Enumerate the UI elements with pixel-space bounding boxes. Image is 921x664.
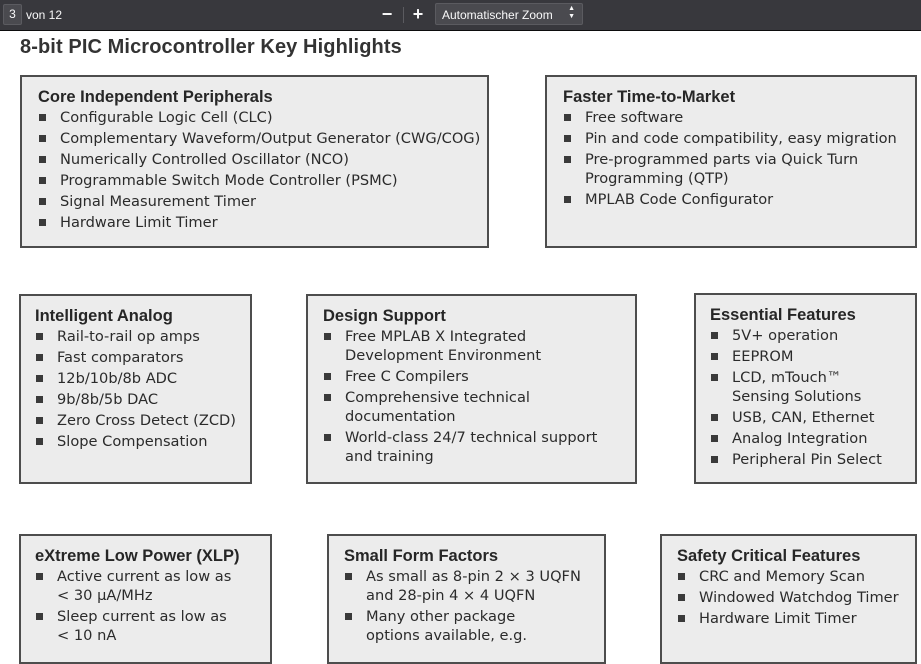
zoom-in-button[interactable]: + [412, 4, 424, 24]
list-item [710, 326, 915, 345]
list-item-text: Complementary Waveform/Output Generator (CWG/COG) [60, 130, 481, 147]
list-item [323, 428, 635, 466]
list-item-text: documentation [345, 408, 456, 425]
list-item [710, 368, 915, 406]
square-bullet-icon [345, 573, 352, 580]
square-bullet-icon [36, 333, 43, 340]
list-item [38, 213, 487, 232]
box-heading: Small Form Factors [344, 547, 499, 565]
list-item [323, 327, 635, 365]
list-item [677, 609, 915, 628]
list-item [38, 192, 487, 211]
square-bullet-icon [36, 613, 43, 620]
list-item-text: Windowed Watchdog Timer [699, 589, 899, 606]
zoom-select-value: Automatischer Zoom [442, 8, 553, 22]
list-item [38, 129, 487, 148]
feature-list [677, 567, 915, 628]
list-item [563, 190, 915, 209]
page-title: 8-bit PIC Microcontroller Key Highlights [20, 36, 402, 58]
list-item [563, 108, 915, 127]
extreme-low-power-box [19, 534, 272, 664]
list-item-text: CRC and Memory Scan [699, 568, 865, 585]
list-item-text: World-class 24/7 technical support [345, 429, 598, 446]
list-item-text: Analog Integration [732, 430, 868, 447]
box-heading: Essential Features [710, 306, 856, 324]
list-item [35, 607, 270, 645]
square-bullet-icon [564, 114, 571, 121]
design-support-box [306, 294, 637, 484]
list-item-text: Zero Cross Detect (ZCD) [57, 412, 236, 429]
feature-list [710, 326, 915, 469]
list-item-text: USB, CAN, Ethernet [732, 409, 875, 426]
list-item [710, 450, 915, 469]
list-item-text: 5V+ operation [732, 327, 839, 344]
square-bullet-icon [36, 438, 43, 445]
list-item-text: Programmable Switch Mode Controller (PSMC) [60, 172, 398, 189]
essential-features-box [694, 293, 917, 484]
feature-list [323, 327, 635, 466]
box-heading: Design Support [323, 307, 446, 325]
square-bullet-icon [345, 613, 352, 620]
square-bullet-icon [678, 594, 685, 601]
square-bullet-icon [711, 353, 718, 360]
list-item-text: Free MPLAB X Integrated [345, 328, 527, 345]
list-item [344, 567, 604, 605]
list-item [344, 607, 604, 645]
feature-list [563, 108, 915, 209]
list-item-text: Development Environment [345, 347, 542, 364]
list-item-text: Fast comparators [57, 349, 184, 366]
zoom-select[interactable] [435, 3, 583, 25]
list-item-text: Hardware Limit Timer [699, 610, 857, 627]
square-bullet-icon [39, 114, 46, 121]
square-bullet-icon [39, 135, 46, 142]
list-item-text: Signal Measurement Timer [60, 193, 257, 210]
list-item-text: < 10 nA [57, 627, 117, 644]
page-count-label: von 12 [26, 8, 63, 22]
list-item [710, 347, 915, 366]
list-item-text: LCD, mTouch™ [732, 369, 842, 386]
box-heading: Faster Time-to-Market [563, 88, 736, 106]
list-item-text: Numerically Controlled Oscillator (NCO) [60, 151, 349, 168]
select-arrows-icon: ▲ ▼ [568, 5, 575, 20]
square-bullet-icon [36, 375, 43, 382]
square-bullet-icon [324, 373, 331, 380]
square-bullet-icon [36, 417, 43, 424]
square-bullet-icon [324, 394, 331, 401]
list-item [35, 348, 250, 367]
square-bullet-icon [678, 573, 685, 580]
list-item [38, 171, 487, 190]
page-number-input[interactable]: 3 [3, 4, 22, 25]
safety-critical-features-box [660, 534, 917, 664]
list-item-text: Pre-programmed parts via Quick Turn [585, 151, 859, 168]
list-item [35, 567, 270, 605]
square-bullet-icon [564, 156, 571, 163]
list-item [38, 150, 487, 169]
square-bullet-icon [324, 434, 331, 441]
list-item [677, 588, 915, 607]
list-item [35, 411, 250, 430]
feature-list [38, 108, 487, 232]
list-item [35, 369, 250, 388]
list-item-text: options available, e.g. [366, 627, 528, 644]
zoom-out-button[interactable]: − [381, 4, 393, 24]
list-item-text: Configurable Logic Cell (CLC) [60, 109, 273, 126]
square-bullet-icon [36, 396, 43, 403]
list-item-text: As small as 8-pin 2 × 3 UQFN [366, 568, 581, 585]
feature-list [344, 567, 604, 645]
square-bullet-icon [39, 156, 46, 163]
square-bullet-icon [324, 333, 331, 340]
square-bullet-icon [711, 435, 718, 442]
small-form-factors-box [327, 534, 606, 664]
list-item [710, 429, 915, 448]
list-item-text: Pin and code compatibility, easy migration [585, 130, 897, 147]
square-bullet-icon [711, 374, 718, 381]
pdf-toolbar [0, 0, 921, 31]
square-bullet-icon [711, 332, 718, 339]
square-bullet-icon [39, 177, 46, 184]
list-item-text: and training [345, 448, 434, 465]
list-item-text: Sensing Solutions [732, 388, 862, 405]
square-bullet-icon [564, 135, 571, 142]
square-bullet-icon [564, 196, 571, 203]
list-item-text: Peripheral Pin Select [732, 451, 882, 468]
core-independent-peripherals-box [20, 75, 489, 248]
list-item [35, 432, 250, 451]
list-item-text: MPLAB Code Configurator [585, 191, 774, 208]
list-item-text: 9b/8b/5b DAC [57, 391, 159, 408]
square-bullet-icon [678, 615, 685, 622]
list-item [35, 327, 250, 346]
list-item-text: Slope Compensation [57, 433, 208, 450]
square-bullet-icon [39, 198, 46, 205]
list-item-text: EEPROM [732, 348, 794, 365]
list-item [677, 567, 915, 586]
list-item-text: Hardware Limit Timer [60, 214, 218, 231]
list-item-text: Active current as low as [57, 568, 232, 585]
list-item [710, 408, 915, 427]
list-item-text: < 30 µA/MHz [57, 587, 153, 604]
list-item-text: Sleep current as low as [57, 608, 227, 625]
list-item-text: Free C Compilers [345, 368, 469, 385]
feature-list [35, 327, 250, 451]
box-heading: Safety Critical Features [677, 547, 861, 565]
intelligent-analog-box [19, 294, 252, 484]
box-heading: Core Independent Peripherals [38, 88, 273, 106]
square-bullet-icon [711, 456, 718, 463]
list-item [35, 390, 250, 409]
toolbar-separator [403, 7, 404, 23]
faster-time-to-market-box [545, 75, 917, 248]
list-item-text: Many other package [366, 608, 516, 625]
list-item [38, 108, 487, 127]
list-item [563, 150, 915, 188]
list-item-text: Free software [585, 109, 684, 126]
square-bullet-icon [36, 573, 43, 580]
list-item-text: Programming (QTP) [585, 170, 729, 187]
list-item [323, 388, 635, 426]
list-item-text: and 28-pin 4 × 4 UQFN [366, 587, 536, 604]
list-item-text: 12b/10b/8b ADC [57, 370, 178, 387]
list-item-text: Comprehensive technical [345, 389, 530, 406]
feature-list [35, 567, 270, 645]
list-item [323, 367, 635, 386]
box-heading: Intelligent Analog [35, 307, 173, 325]
list-item-text: Rail-to-rail op amps [57, 328, 200, 345]
list-item [563, 129, 915, 148]
square-bullet-icon [39, 219, 46, 226]
box-heading: eXtreme Low Power (XLP) [35, 547, 240, 565]
square-bullet-icon [36, 354, 43, 361]
square-bullet-icon [711, 414, 718, 421]
